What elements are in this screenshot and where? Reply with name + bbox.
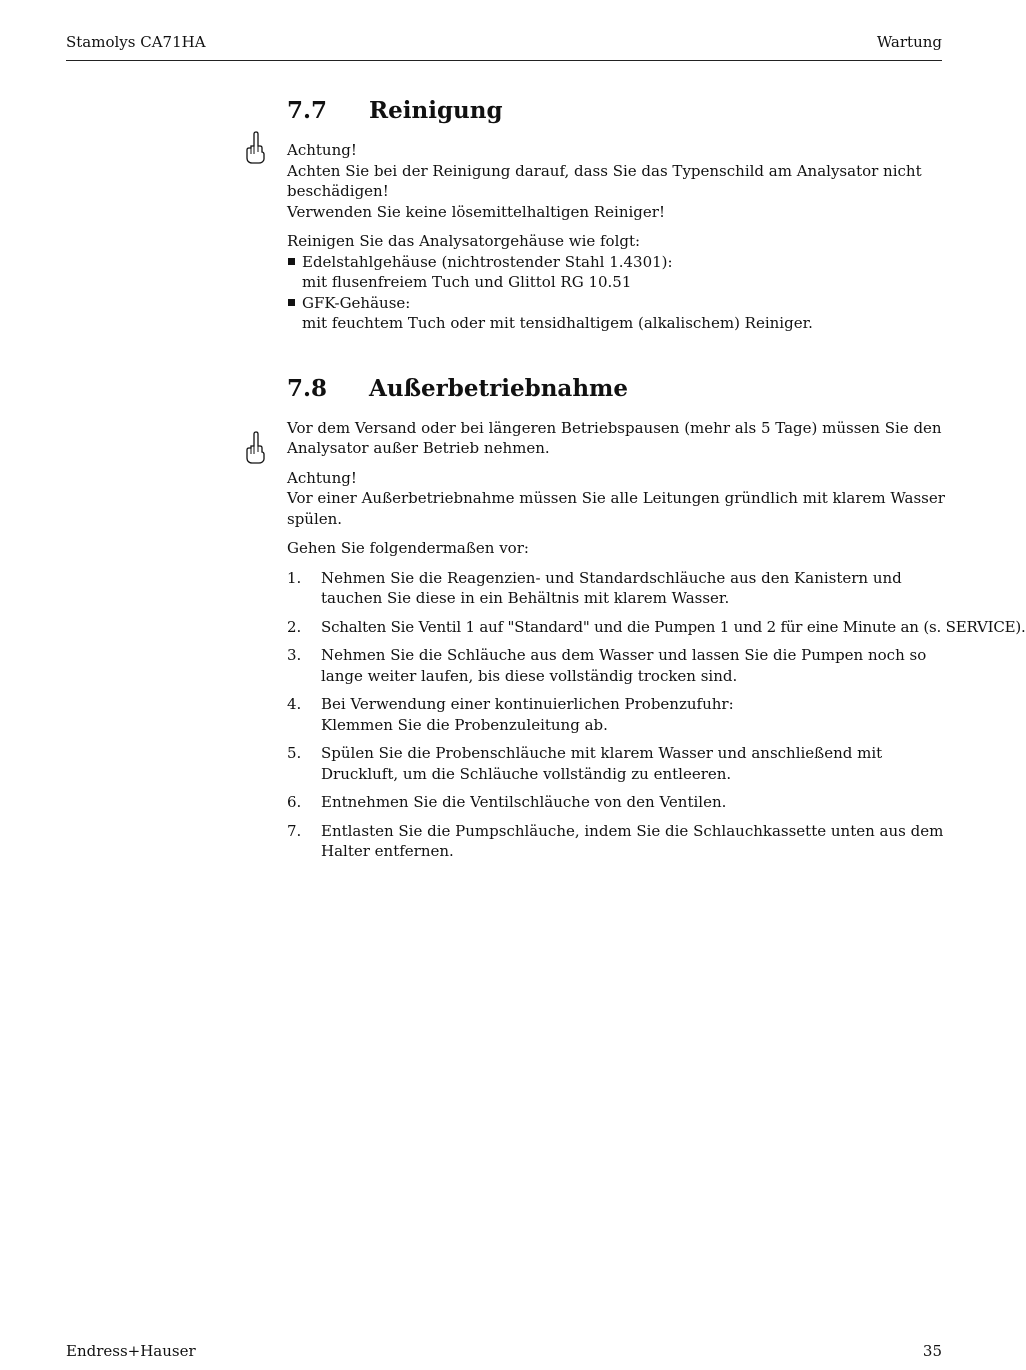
pointing-hand-icon <box>244 430 266 464</box>
footer-brand: Endress+Hauser <box>66 1342 196 1360</box>
header-product: Stamolys CA71HA <box>66 33 206 51</box>
bullet-square-icon <box>288 258 295 265</box>
section-heading-reinigung <box>287 96 947 126</box>
caution-label: Achtung! <box>287 141 357 159</box>
step-item <box>287 617 1026 638</box>
caution-text: Achten Sie bei der Reinigung darauf, dass Sie das Typenschild am Analysator nicht beschädigen! <box>287 161 922 200</box>
step-item <box>287 568 947 609</box>
step-number: 5. <box>287 744 302 762</box>
step-text: Entnehmen Sie die Ventilschläuche von den Ventilen. <box>321 793 727 811</box>
step-number: 6. <box>287 793 302 811</box>
section-number: 7.8 <box>287 374 328 402</box>
step-item <box>287 694 947 735</box>
caution-label: Achtung! <box>287 468 357 487</box>
caution-text: Verwenden Sie keine lösemittelhaltigen Reiniger! <box>287 202 665 221</box>
section-title: Außerbetriebnahme <box>369 374 629 402</box>
page-number: 35 <box>922 1342 942 1360</box>
step-item <box>287 821 947 862</box>
step-item <box>287 792 947 813</box>
page-content <box>287 96 1026 870</box>
step-text: Nehmen Sie die Schläuche aus dem Wasser und lassen Sie die Pumpen noch so lange weiter laufen, bis diese vollständig trocken sind. <box>321 646 927 685</box>
list-item-title: Edelstahlgehäuse (nichtrostender Stahl 1.4301): <box>302 252 673 271</box>
cleaning-intro: Reinigen Sie das Analysatorgehäuse wie folgt: <box>287 232 641 250</box>
header-chapter: Wartung <box>876 33 942 51</box>
procedure-intro: Gehen Sie folgendermaßen vor: <box>287 539 529 557</box>
step-number: 2. <box>287 617 302 636</box>
cleaning-list <box>287 252 947 334</box>
section-title: Reinigung <box>369 97 503 124</box>
pointing-hand-icon <box>244 130 266 164</box>
step-text-line: Klemmen Sie die Probenzuleitung ab. <box>321 715 608 734</box>
step-text-line: Bei Verwendung einer kontinuierlichen Probenzufuhr: <box>321 695 734 713</box>
list-item <box>287 293 947 334</box>
list-item-detail: mit feuchtem Tuch oder mit tensidhaltigem (alkalischem) Reiniger. <box>302 314 813 332</box>
step-item <box>287 743 947 784</box>
step-text: Entlasten Sie die Pumpschläuche, indem Sie die Schlauchkassette unten aus dem Halter entfernen. <box>321 821 944 860</box>
caution-text: Vor einer Außerbetriebnahme müssen Sie alle Leitungen gründlich mit klarem Wasser spülen. <box>287 489 945 528</box>
caution-block <box>287 468 947 530</box>
step-number: 3. <box>287 646 302 664</box>
step-number: 7. <box>287 821 302 840</box>
step-text: Nehmen Sie die Reagenzien- und Standardschläuche aus den Kanistern und tauchen Sie diese in ein Behältnis mit klarem Wasser. <box>321 568 902 607</box>
step-item <box>287 645 947 686</box>
list-item <box>287 252 947 293</box>
step-number: 4. <box>287 695 302 713</box>
section-heading-ausserbetriebnahme <box>287 374 947 404</box>
procedure-steps <box>287 568 1026 862</box>
bullet-square-icon <box>288 299 295 306</box>
list-item-detail: mit flusenfreiem Tuch und Glittol RG 10.51 <box>302 273 632 291</box>
section-number: 7.7 <box>287 97 328 124</box>
step-text <box>321 694 947 735</box>
step-text: Spülen Sie die Probenschläuche mit klarem Wasser und anschließend mit Druckluft, um die Schläuche vollständig zu entleeren. <box>321 744 883 783</box>
decommission-intro: Vor dem Versand oder bei längeren Betriebspausen (mehr als 5 Tage) müssen Sie den Analysator außer Betrieb nehmen. <box>287 418 942 457</box>
list-item-title: GFK-Gehäuse: <box>302 293 411 312</box>
header-divider <box>66 60 942 61</box>
caution-block <box>287 140 947 222</box>
step-number: 1. <box>287 568 302 587</box>
step-text: Schalten Sie Ventil 1 auf "Standard" und die Pumpen 1 und 2 für eine Minute an (s. SERVICE). <box>321 617 1026 636</box>
